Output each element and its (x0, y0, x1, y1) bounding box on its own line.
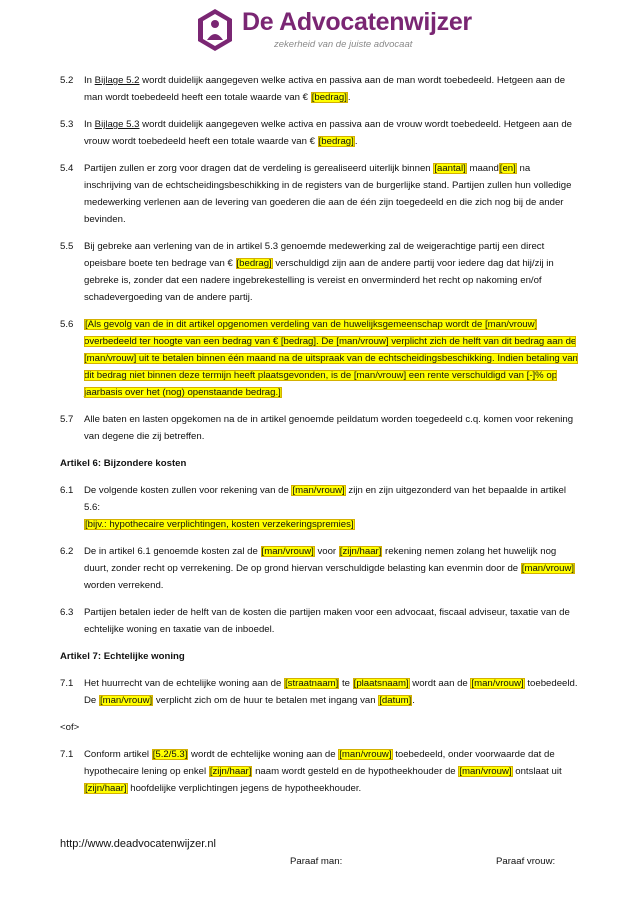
placeholder-field: [bedrag] (236, 258, 272, 269)
clause-text: worden verrekend. (84, 580, 164, 591)
placeholder-field: [man/vrouw] (521, 563, 575, 574)
clause-text: wordt duidelijk aangegeven welke activa en passiva aan de vrouw wordt toebedeeld. Hetgeen aan de vrouw wordt toebedeeld heeft een totale waarde van € (84, 119, 573, 147)
clause-number: 7.1 (60, 678, 74, 689)
clause-text: Partijen betalen ieder de helft van de kosten die partijen maken voor een advocaat, fiscaal adviseur, taxatie van de echtelijke woning en taxatie van de inboedel. (84, 607, 570, 635)
paraaf-vrouw-label: Paraaf vrouw: (496, 856, 556, 867)
clause-6-2 (60, 543, 580, 594)
clause-7-1-huur (60, 675, 580, 709)
clause-5-6 (60, 316, 580, 401)
clause-text: toebedeeld, onder voorwaarde dat de hypothecaire lening op enkel (84, 749, 555, 777)
clause-text: Conform artikel (84, 749, 152, 760)
clause-6-1 (60, 482, 580, 533)
placeholder-field: [man/vrouw] (292, 485, 345, 496)
clause-text: De volgende kosten zullen voor rekening van de (84, 485, 292, 496)
paraaf-man-label: Paraaf man: (290, 856, 343, 867)
clause-text: naam wordt gesteld en de hypotheekhouder de (252, 766, 459, 777)
clause-number: 5.7 (60, 414, 74, 425)
logo-header (196, 6, 476, 54)
clause-number: 7.1 (60, 749, 74, 760)
placeholder-field: [5.2/5.3] (152, 749, 188, 760)
clause-text: zijn en zijn uitgezonderd van het bepaalde in artikel 5.6: (84, 485, 567, 513)
clause-5-7 (60, 411, 580, 445)
or-separator: <of> (60, 722, 80, 733)
clause-text: Partijen zullen er zorg voor dragen dat de verdeling is gerealiseerd uiterlijk binnen (84, 163, 434, 174)
clause-text: Bij gebreke aan verlening van de in artikel 5.3 genoemde medewerking zal de weigerachtige partij een direct opeisbare boete ten bedrage van € (84, 241, 545, 269)
clause-text: ontslaat uit (512, 766, 562, 777)
clause-text: voor (314, 546, 339, 557)
clause-text: maand (466, 163, 499, 174)
placeholder-field: [zijn/haar] (339, 546, 382, 557)
clause-text: . (412, 695, 415, 706)
placeholder-field: [bedrag] (311, 92, 347, 103)
clause-text: toebedeeld. De (84, 678, 578, 706)
placeholder-field: [datum] (379, 695, 412, 706)
clause-5-4 (60, 160, 580, 228)
clause-7-1-koop (60, 746, 580, 797)
clause-text: hoofdelijke verplichtingen jegens de hypotheekhouder. (127, 783, 362, 794)
placeholder-field: [man/vrouw] (459, 766, 512, 777)
clause-text: Alle baten en lasten opgekomen na de in artikel genoemde peildatum worden toegedeeld c.q. komen voor rekening van degene die zij betreffen. (84, 414, 574, 442)
brand-tagline: zekerheid van de juiste advocaat (274, 39, 413, 50)
clause-number: 6.3 (60, 607, 74, 618)
clause-text: verschuldigd zijn aan de andere partij voor iedere dag dat hij/zij in gebreke is, zonder dat een nadere ingebrekestelling is vereist en onverminderd het recht op nakoming en/of schadevergoeding van de andere partij. (84, 258, 554, 303)
clause-5-3 (60, 116, 580, 150)
placeholder-field: [en] (499, 163, 516, 174)
clause-text: rekening nemen zolang het huwelijk nog duurt, zonder recht op verrekening. De op grond hiervan verschuldigde belasting kan evenmin door de (84, 546, 557, 574)
clause-5-2 (60, 72, 580, 106)
clause-6-3 (60, 604, 580, 638)
clause-text: In (84, 119, 95, 130)
clause-text: In (84, 75, 95, 86)
document-body (60, 72, 580, 807)
brand-name: De Advocatenwijzer (242, 8, 472, 36)
clause-number: 5.4 (60, 163, 74, 174)
placeholder-field: [plaatsnaam] (353, 678, 409, 689)
placeholder-field: [man/vrouw] (339, 749, 392, 760)
clause-number: 6.1 (60, 485, 74, 496)
clause-text: De in artikel 6.1 genoemde kosten zal de (84, 546, 261, 557)
placeholder-field: [aantal] (434, 163, 466, 174)
placeholder-field: [straatnaam] (285, 678, 339, 689)
placeholder-field: [man/vrouw] (471, 678, 524, 689)
placeholder-field: [man/vrouw] (261, 546, 314, 557)
article-7-heading: Artikel 7: Echtelijke woning (60, 651, 185, 662)
placeholder-field: [Als gevolg van de in dit artikel opgenomen verdeling van de huwelijksgemeenschap wordt de [man/vrouw] overbedeeld ter hoogte van een bedrag van € [bedrag]. De [man/vrouw] verplicht zich de helft van dit bedrag aan de [man/vrouw] uit te betalen binnen één maand na de uitspraak van de echtscheidingsbeschikking. Indien betaling van dit bedrag niet binnen deze termijn heeft plaatsgevonden, is de [man/vrouw] een rente verschuldigd van [-]% op jaarbasis over het (nog) openstaande bedrag.] (84, 319, 578, 398)
clause-text: wordt aan de (409, 678, 471, 689)
placeholder-field: [man/vrouw] (99, 695, 153, 706)
placeholder-field: [bedrag] (318, 136, 354, 147)
placeholder-field: [zijn/haar] (85, 783, 127, 794)
clause-text: na inschrijving van de echtscheidingsbeschikking in de registers van de burgerlijke stand. Partijen zullen hun volledige medewerking verlenen aan de levering van goederen die aan de één zijn toegedeeld en die zich nog bij de ander bevinden. (84, 163, 572, 225)
clause-number: 5.3 (60, 119, 74, 130)
bijlage-link[interactable]: Bijlage 5.3 (94, 119, 140, 130)
clause-text: verplicht zich om de huur te betalen met ingang van (153, 695, 379, 706)
clause-text: . (354, 136, 358, 147)
clause-text: . (347, 92, 351, 103)
placeholder-field: [zijn/haar] (209, 766, 252, 777)
placeholder-field: [bijv.: hypothecaire verplichtingen, kosten verzekeringspremies] (85, 519, 354, 530)
article-6-heading: Artikel 6: Bijzondere kosten (60, 458, 187, 469)
clause-5-5 (60, 238, 580, 306)
clause-number: 6.2 (60, 546, 74, 557)
hexagon-people-icon (196, 8, 234, 52)
clause-text: te (339, 678, 353, 689)
clause-number: 5.6 (60, 319, 74, 330)
bijlage-link[interactable]: Bijlage 5.2 (94, 75, 140, 86)
clause-text: Het huurrecht van de echtelijke woning aan de (84, 678, 284, 689)
footer-url-link[interactable]: http://www.deadvocatenwijzer.nl (60, 838, 216, 850)
clause-text: wordt de echtelijke woning aan de (188, 749, 339, 760)
clause-number: 5.2 (60, 75, 74, 86)
clause-number: 5.5 (60, 241, 74, 252)
clause-text: wordt duidelijk aangegeven welke activa en passiva aan de man wordt toebedeeld. Hetgeen aan de man wordt toebedeeld heeft een totale waarde van € (84, 75, 566, 103)
